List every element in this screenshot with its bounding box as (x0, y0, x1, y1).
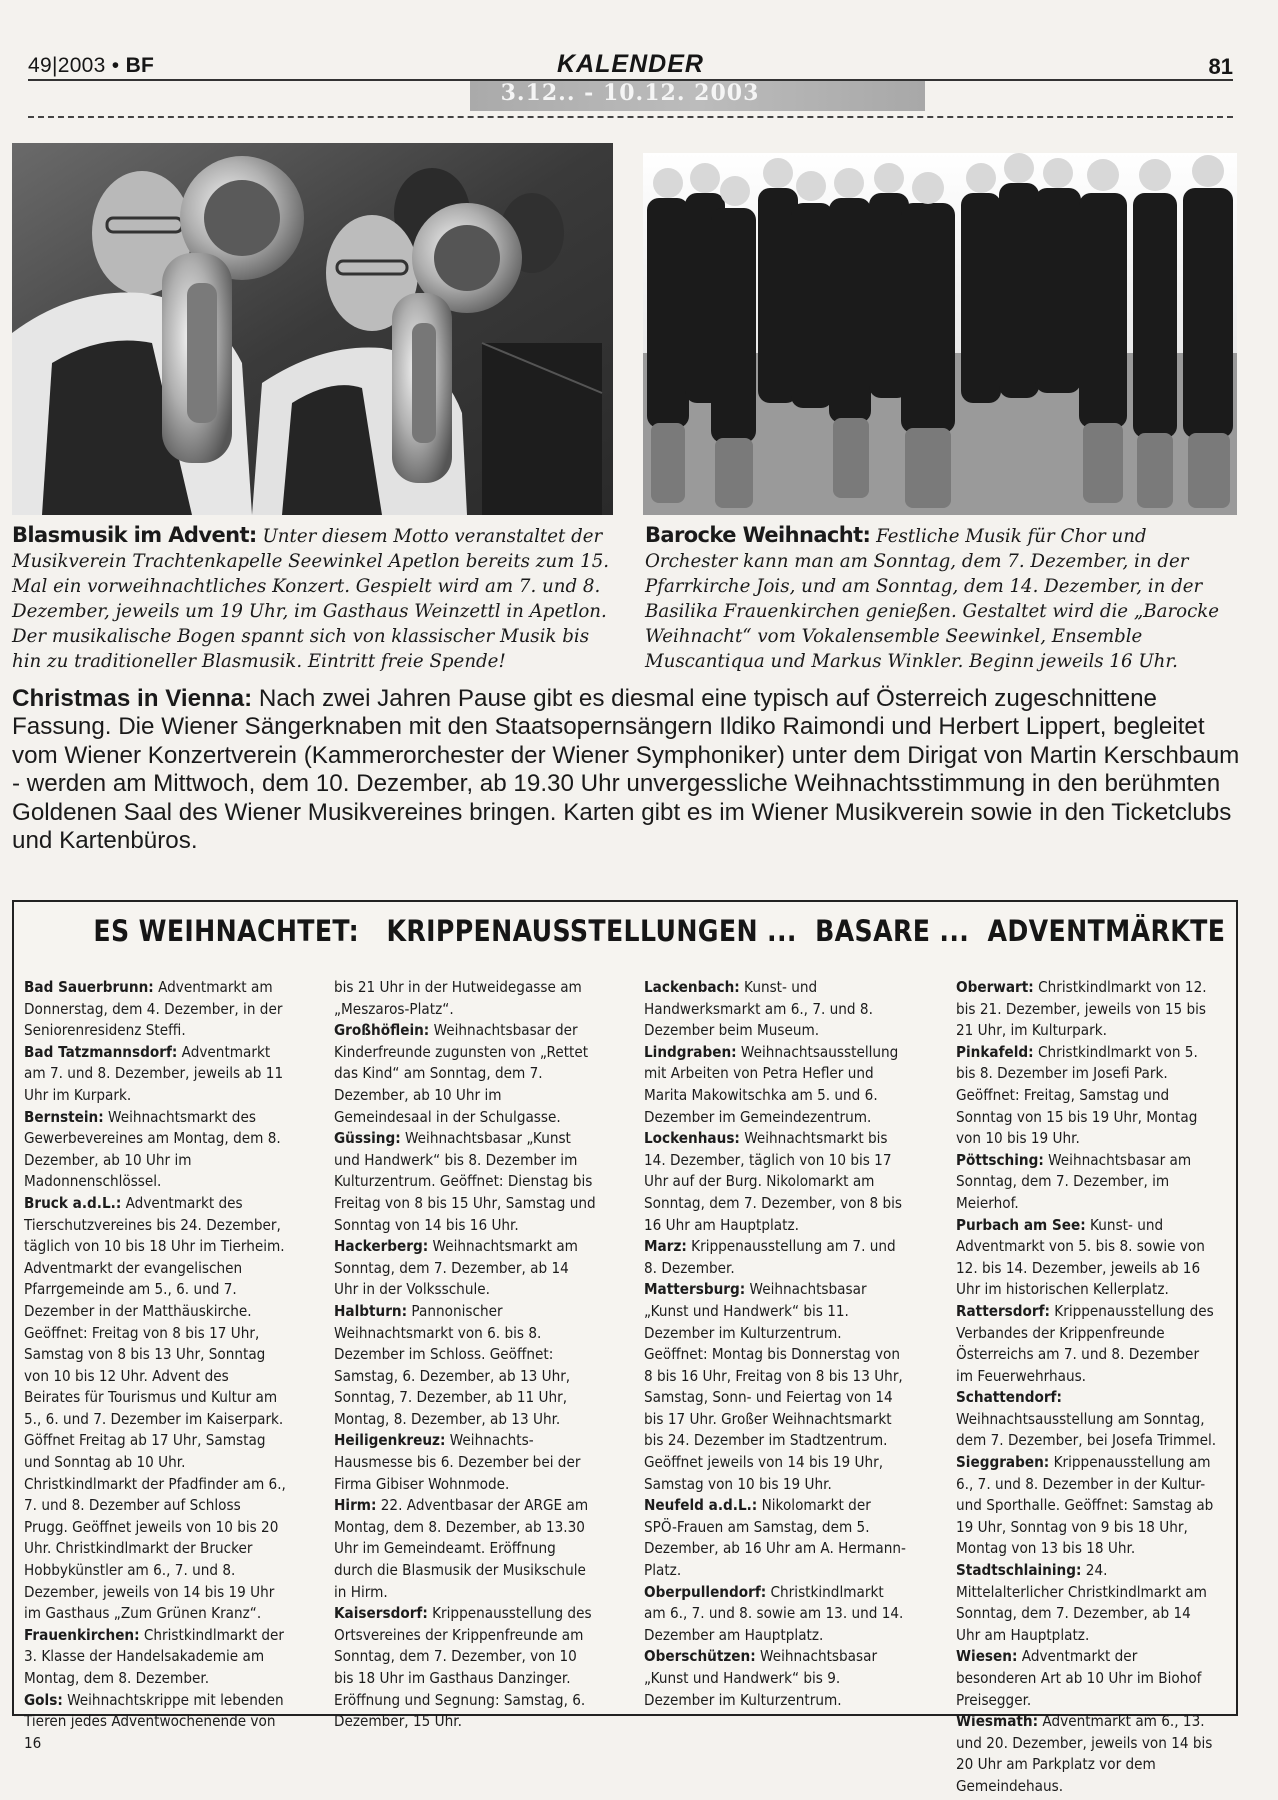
event-entry (644, 1646, 906, 1711)
event-entry (24, 1107, 286, 1193)
event-place: Kaisersdorf: (334, 1604, 428, 1623)
event-place: Oberpullendorf: (644, 1582, 767, 1601)
event-details: Krippenausstellung des Verbandes der Krippenfreunde Österreichs am 7. und 8. Dezember im Feuerwehrhaus. (956, 1301, 1214, 1385)
event-details: Krippenausstellung des Ortsvereines der Krippenfreunde am Sonntag, dem 7. Dezember, von 10 bis 18 Uhr im Gasthaus Danzinger. Eröffnung und Segnung: Samstag, 6. Dezember, 15 Uhr. (334, 1604, 592, 1731)
event-details: Nikolomarkt der SPÖ-Frauen am Samstag, dem 5. Dezember, ab 16 Uhr am A. Hermann-Platz. (644, 1496, 906, 1580)
event-details: Adventmarkt der besonderen Art ab 10 Uhr im Biohof Preisegger. (956, 1647, 1202, 1709)
event-entry (956, 1042, 1218, 1150)
event-column-2 (334, 977, 596, 1733)
event-entry (956, 1711, 1218, 1797)
event-entry (334, 1495, 596, 1603)
event-entry (644, 1582, 906, 1647)
event-listings-columns (24, 977, 1224, 1795)
header-dashed-rule (28, 116, 1233, 118)
event-entry (956, 1301, 1218, 1387)
event-column-1 (24, 977, 286, 1754)
event-details: Kunst- und Adventmarkt von 5. bis 8. sowie von 12. bis 14. Dezember, jeweils ab 16 Uhr im historischen Kellerplatz. (956, 1215, 1205, 1299)
event-place: Sieggraben: (956, 1453, 1050, 1472)
event-place: Großhöflein: (334, 1021, 430, 1040)
event-place: Lackenbach: (644, 978, 740, 996)
event-place: Halbturn: (334, 1301, 408, 1320)
event-entry (644, 1236, 906, 1279)
brass-band-photo (12, 143, 613, 515)
event-details: Weihnachtsbasar „Kunst und Handwerk“ bis 11. Dezember im Kulturzentrum. Geöffnet: Montag bis Donnerstag von 8 bis 16 Uhr, Freitag von 8 bis 13 Uhr, Samstag, Sonn- und Feiertag von 14 bis 17 Uhr. Großer Weihnachtsmarkt bis 24. Dezember im Stadtzentrum. Geöffnet jeweils von 14 bis 19 Uhr, Samstag von 10 bis 19 Uhr. (644, 1280, 903, 1493)
event-details: Weihnachtsausstellung mit Arbeiten von Petra Hefler und Marita Makowitschka am 5. und 6. Dezember im Gemeindezentrum. (644, 1042, 899, 1126)
event-details: Adventmarkt des Tierschutzvereines bis 24. Dezember, täglich von 10 bis 18 Uhr im Tierheim. Adventmarkt der evangelischen Pfarrgemeinde am 5., 6. und 7. Dezember in der Matthäuskirche. Geöffnet: Freitag von 8 bis 17 Uhr, Samstag von 8 bis 13 Uhr, Sonntag von 10 bis 12 Uhr. Advent des Beirates für Tourismus und Kultur am 5., 6. und 7. Dezember im Kaiserpark. Göffnet Freitag ab 17 Uhr, Samstag und Sonntag ab 10 Uhr. Christkindlmarkt der Pfadfinder am 6., 7. und 8. Dezember auf Schloss Prugg. Geöffnet jeweils von 10 bis 20 Uhr. Christkindlmarkt der Brucker Hobbykünstler am 6., 7. und 8. Dezember, jeweils von 14 bis 19 Uhr im Gasthaus „Zum Grünen Kranz“. (24, 1193, 286, 1623)
event-details: Weihnachtsbasar „Kunst und Handwerk“ bis 8. Dezember im Kulturzentrum. Geöffnet: Dienstag bis Freitag von 8 bis 15 Uhr, Samstag und Sonntag von 14 bis 16 Uhr. (334, 1129, 596, 1234)
event-place: Hackerberg: (334, 1237, 429, 1256)
event-place: Wiesen: (956, 1647, 1018, 1666)
event-entry (24, 1042, 286, 1107)
event-details: Weihnachtsmarkt des Gewerbevereines am Montag, dem 8. Dezember, ab 10 Uhr im Madonnenschlössel. (24, 1107, 281, 1191)
event-details: Weihnachtsmarkt bis 14. Dezember, täglich von 10 bis 17 Uhr auf der Burg. Nikolomarkt am Sonntag, dem 7. Dezember, von 8 bis 16 Uhr am Hauptplatz. (644, 1129, 903, 1234)
issue-bullet: • (111, 54, 120, 77)
event-listings-box (12, 900, 1238, 1795)
event-entry (956, 1387, 1218, 1452)
event-place: Mattersburg: (644, 1280, 746, 1299)
caption-baroque-christmas-text: Festliche Musik für Chor und Orchester kann man am Sonntag, dem 7. Dezember, in der Pfarrkirche Jois, und am Sonntag, dem 14. Dezember, in der Basilika Frauenkirchen genießen. Gestaltet wird die „Barocke Weihnacht“ vom Vokalensemble Seewinkel, Ensemble Muscantiqua und Markus Winkler. Beginn jeweils 16 Uhr. (645, 526, 1220, 672)
event-place: Wiesmath: (956, 1712, 1039, 1731)
event-details: Christkindlmarkt von 5. bis 8. Dezember im Josefi Park. Geöffnet: Freitag, Samstag und Sonntag von 15 bis 19 Uhr, Montag von 10 bis 19 Uhr. (956, 1042, 1198, 1148)
event-details: Kunst- und Handwerksmarkt am 6., 7. und 8. Dezember beim Museum. (644, 978, 873, 1040)
event-place: Schattendorf: (956, 1388, 1062, 1407)
page-number: 81 (1208, 54, 1233, 79)
event-place: Stadtschlaining: (956, 1561, 1082, 1580)
event-details: Weihnachts-Hausmesse bis 6. Dezember bei der Firma Gibiser Wohnmode. (334, 1431, 581, 1493)
event-column-3 (644, 977, 906, 1711)
event-place: Oberschützen: (644, 1647, 756, 1666)
event-entry (956, 977, 1218, 1042)
event-listings-heading: ES WEIHNACHTET: KRIPPENAUSSTELLUNGEN ... BASARE ... ADVENTMÄRKTE (93, 914, 1226, 948)
event-details: bis 21 Uhr in der Hutweidegasse am „Meszaros-Platz“. (334, 978, 582, 1018)
event-details: Adventmarkt am 7. und 8. Dezember, jeweils ab 11 Uhr im Kurpark. (24, 1042, 284, 1104)
event-entry (644, 1279, 906, 1495)
event-place: Marz: (644, 1237, 687, 1256)
event-details: Weihnachtsausstellung am Sonntag, dem 7. Dezember, bei Josefa Trimmel. (956, 1409, 1217, 1450)
event-place: Bruck a.d.L.: (24, 1193, 122, 1212)
event-details: Weihnachtsbasar der Kinderfreunde zugunsten von „Rettet das Kind“ am Sonntag, dem 7. Dezember, ab 10 Uhr im Gemeindesaal in der Schulgasse. (334, 1021, 589, 1126)
event-entry (24, 977, 286, 1042)
event-entry (644, 1495, 906, 1581)
caption-baroque-christmas (645, 523, 1243, 674)
choir-group-photo (643, 153, 1237, 515)
caption-baroque-christmas-lead: Barocke Weihnacht: (645, 523, 871, 547)
event-place: Bad Tatzmannsdorf: (24, 1042, 178, 1061)
date-range: 3.12.. - 10.12. 2003 (500, 80, 760, 106)
event-place: Hirm: (334, 1496, 377, 1515)
event-details: Krippenausstellung am 6., 7. und 8. Dezember in der Kultur- und Sporthalle. Geöffnet: Samstag ab 19 Uhr, Sonntag von 9 bis 18 Uhr, Montag von 13 bis 18 Uhr. (956, 1453, 1214, 1558)
event-place: Purbach am See: (956, 1215, 1086, 1234)
event-details: Christkindlmarkt von 12. bis 21. Dezember, jeweils von 15 bis 21 Uhr, im Kulturpark. (956, 978, 1207, 1040)
event-details: Krippenausstellung am 7. und 8. Dezember. (644, 1237, 896, 1277)
event-entry (334, 977, 596, 1020)
event-details: 22. Adventbasar der ARGE am Montag, dem 8. Dezember, ab 13.30 Uhr im Gemeindeamt. Eröffnung durch die Blasmusik der Musikschule in Hirm. (334, 1496, 589, 1601)
event-entry (24, 1690, 286, 1755)
event-details: 24. Mittelalterlicher Christkindlmarkt am Sonntag, dem 7. Dezember, ab 14 Uhr am Hauptplatz. (956, 1561, 1207, 1644)
event-details: Weihnachtskrippe mit lebenden Tieren jedes Adventwochenende von 16 (24, 1690, 284, 1752)
event-details: Adventmarkt am 6., 13. und 20. Dezember, jeweils von 14 bis 20 Uhr am Parkplatz vor dem Gemeindehaus. (956, 1712, 1213, 1795)
event-entry (24, 1193, 286, 1625)
event-entry (334, 1236, 596, 1301)
event-place: Frauenkirchen: (24, 1625, 140, 1644)
event-place: Neufeld a.d.L.: (644, 1496, 758, 1515)
event-details: Weihnachtsbasar am Sonntag, dem 7. Dezember, im Meierhof. (956, 1150, 1192, 1212)
event-entry (24, 1625, 286, 1690)
event-details: Pannonischer Weihnachtsmarkt von 6. bis 8. Dezember im Schloss. Geöffnet: Samstag, 6. Dezember, ab 13 Uhr, Sonntag, 7. Dezember, ab 11 Uhr, Montag, 8. Dezember, ab 13 Uhr. (334, 1301, 571, 1428)
event-place: Lindgraben: (644, 1042, 737, 1061)
christmas-in-vienna-article (12, 685, 1242, 855)
event-entry (644, 1128, 906, 1236)
event-entry (334, 1020, 596, 1128)
event-entry (956, 1215, 1218, 1301)
event-place: Pinkafeld: (956, 1042, 1034, 1061)
event-entry (644, 977, 906, 1042)
event-entry (334, 1603, 596, 1733)
event-details: Christkindlmarkt am 6., 7. und 8. sowie am 13. und 14. Dezember am Hauptplatz. (644, 1582, 904, 1644)
event-place: Güssing: (334, 1129, 401, 1148)
event-entry (334, 1301, 596, 1431)
event-column-4 (956, 977, 1218, 1798)
event-place: Lockenhaus: (644, 1129, 740, 1148)
event-details: Christkindlmarkt der 3. Klasse der Handelsakademie am Montag, dem 8. Dezember. (24, 1625, 285, 1687)
event-entry (644, 1042, 906, 1128)
event-entry (956, 1560, 1218, 1646)
event-place: Bad Sauerbrunn: (24, 978, 154, 996)
event-entry (334, 1430, 596, 1495)
event-entry (956, 1646, 1218, 1711)
event-entry (334, 1128, 596, 1236)
event-details: Adventmarkt am Donnerstag, dem 4. Dezember, in der Seniorenresidenz Steffi. (24, 978, 283, 1040)
event-details: Weihnachtsbasar „Kunst und Handwerk“ bis 9. Dezember im Kulturzentrum. (644, 1647, 878, 1709)
caption-brass-band-lead: Blasmusik im Advent: (12, 523, 257, 547)
event-details: Weihnachtsmarkt am Sonntag, dem 7. Dezember, ab 14 Uhr in der Volksschule. (334, 1237, 578, 1299)
event-place: Bernstein: (24, 1107, 104, 1126)
event-place: Oberwart: (956, 978, 1034, 996)
event-place: Rattersdorf: (956, 1301, 1050, 1320)
christmas-in-vienna-lead: Christmas in Vienna: (12, 685, 253, 712)
event-place: Pöttsching: (956, 1150, 1044, 1169)
caption-brass-band (12, 523, 620, 674)
brand-label: BF (125, 54, 155, 77)
caption-brass-band-text: Unter diesem Motto veranstaltet der Musikverein Trachtenkapelle Seewinkel Apetlon bereits zum 15. Mal ein vorweihnachtliches Konzert. Gespielt wird am 7. und 8. Dezember, jeweils um 19 Uhr, im Gasthaus Weinzettl in Apetlon. Der musikalische Bogen spannt sich von klassischer Musik bis hin zu traditioneller Blasmusik. Eintritt freie Spende! (12, 526, 610, 672)
issue-number: 49|2003 (28, 54, 106, 77)
christmas-in-vienna-text: Nach zwei Jahren Pause gibt es diesmal eine typisch auf Österreich zugeschnittene Fassung. Die Wiener Sängerknaben mit den Staatsopernsängern Ildiko Raimondi und Herbert Lippert, begleitet vom Wiener Konzertverein (Kammerorchester der Wiener Symphoniker) unter dem Dirigat von Martin Kerschbaum - werden am Mittwoch, dem 10. Dezember, ab 19.30 Uhr unvergessliche Weihnachtsstimmung in den berühmten Goldenen Saal des Wiener Musikvereines bringen. Karten gibt es im Wiener Musikverein sowie in den Ticketclubs und Kartenbüros. (12, 685, 1240, 855)
event-entry (956, 1150, 1218, 1215)
event-entry (956, 1452, 1218, 1560)
event-place: Gols: (24, 1690, 63, 1709)
event-place: Heiligenkreuz: (334, 1431, 446, 1450)
section-title: KALENDER (557, 50, 704, 78)
